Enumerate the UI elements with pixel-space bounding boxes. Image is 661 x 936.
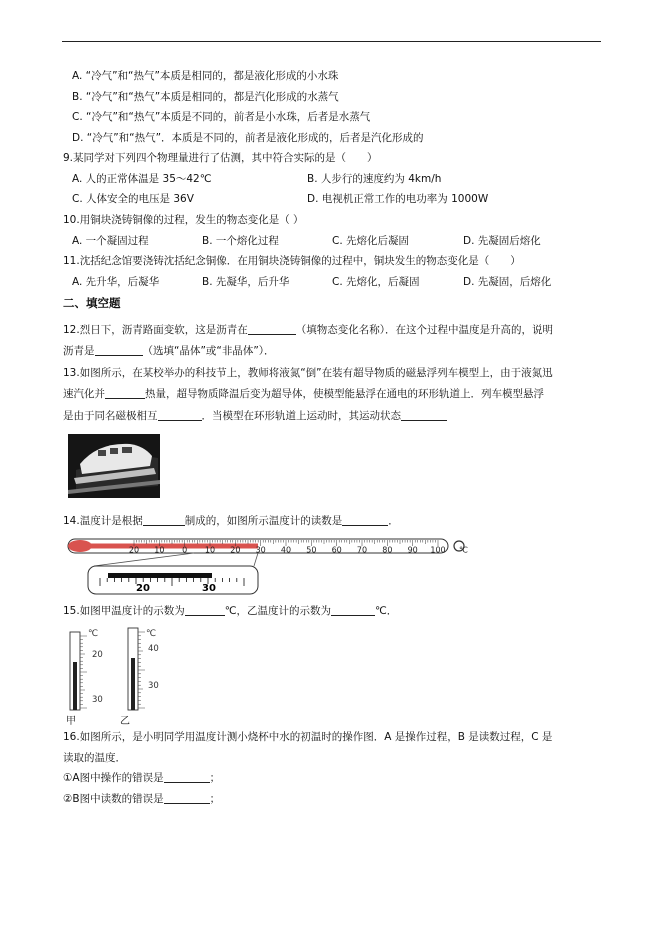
q16-blank-1[interactable] xyxy=(164,772,210,783)
q16-sub-2-text: ②B图中读数的错误是 xyxy=(63,793,164,805)
thermometer-jia xyxy=(66,629,103,727)
header-rule xyxy=(62,41,601,42)
q9-option-b: B. 人步行的速度约为 4km/h xyxy=(307,173,442,185)
q10-option-a: A. 一个凝固过程 xyxy=(72,235,149,247)
jia-tick-marks xyxy=(80,636,87,708)
q12-line-2 xyxy=(63,344,275,358)
q13-text-2: 热量，超导物质降温后变为超导体，使模型能悬浮在通电的环形轨道上．列车模型悬浮 xyxy=(145,388,544,400)
magnified-label-30: 30 xyxy=(202,583,216,594)
q10-stem: 10.用铜块浇铸铜像的过程，发生的物态变化是（ ） xyxy=(63,214,304,226)
q13-blank-1[interactable] xyxy=(105,388,145,399)
q16-sub-1-text: ①A图中操作的错误是 xyxy=(63,772,164,784)
q14-line xyxy=(63,514,399,528)
q12-blank-1[interactable] xyxy=(248,324,296,335)
thermometer-tick-label: 10 xyxy=(154,545,165,555)
yi-label-30: 30 xyxy=(148,681,159,691)
q12-text-3: 沥青是 xyxy=(63,345,95,357)
q13-line-1: 13.如图所示，在某校举办的科技节上，教师将液氮“倒”在装有超导物质的磁悬浮列车模型上，由于液氮迅 xyxy=(63,367,553,379)
q13-blank-2[interactable] xyxy=(158,410,202,421)
thermometer-tick-label: 20 xyxy=(230,545,241,555)
jia-unit: ℃ xyxy=(88,629,99,639)
thermometer-tick-label: 30 xyxy=(255,545,266,555)
q13-text-1: 速汽化并 xyxy=(63,388,105,400)
q11-stem: 11.沈括纪念馆要浇铸沈括纪念铜像．在用铜块浇铸铜像的过程中，铜块发生的物态变化是（ ） xyxy=(63,255,521,267)
q15-blank-2[interactable] xyxy=(331,605,375,616)
q12-text-1: 12.烈日下，沥青路面变软，这是沥青在 xyxy=(63,324,248,336)
q9-option-d: D. 电视机正常工作的电功率为 1000W xyxy=(307,193,489,205)
q15-text-2: ℃，乙温度计的示数为 xyxy=(224,605,331,617)
thermometer-tick-label: 0 xyxy=(182,545,188,555)
q16-sub-1-end: ； xyxy=(209,772,221,784)
q10-option-c: C. 先熔化后凝固 xyxy=(332,235,410,247)
q14-text-1: 14.温度计是根据 xyxy=(63,515,143,527)
zoom-line-left xyxy=(94,553,194,566)
q15-text-3: ℃． xyxy=(375,605,398,617)
q14-text-3: ． xyxy=(388,515,399,527)
q15-text-1: 15.如图甲温度计的示数为 xyxy=(63,605,185,617)
q9-option-c: C. 人体安全的电压是 36V xyxy=(72,193,194,205)
q8-option-b: B. “冷气”和“热气”本质是相同的，都是汽化形成的水蒸气 xyxy=(72,91,339,103)
q10-option-d: D. 先凝固后熔化 xyxy=(463,235,541,247)
q12-text-4: （选填“晶体”或“非晶体”）． xyxy=(142,345,275,357)
q8-option-a: A. “冷气”和“热气”本质是相同的，都是液化形成的小水珠 xyxy=(72,70,339,82)
zoom-line-right xyxy=(254,553,258,566)
magnified-scale xyxy=(88,566,258,594)
q13-text-4: ．当模型在环形轨道上运动时，其运动状态 xyxy=(201,410,401,422)
thermometer-tick-label: 10 xyxy=(204,545,216,555)
jia-caption: 甲 xyxy=(66,716,76,727)
yi-unit: ℃ xyxy=(146,629,157,639)
q11-option-a: A. 先升华，后凝华 xyxy=(72,276,160,288)
yi-tick-marks xyxy=(138,632,145,708)
train-model-illustration xyxy=(68,434,160,498)
thermometer-tick-label: 100 xyxy=(430,545,446,555)
q16-line-2: 读取的温度． xyxy=(63,752,126,764)
q14-blank-1[interactable] xyxy=(143,515,185,526)
yi-caption: 乙 xyxy=(120,716,130,727)
q12-line-1 xyxy=(63,323,553,337)
q11-option-b: B. 先凝华，后升华 xyxy=(202,276,290,288)
q10-option-b: B. 一个熔化过程 xyxy=(202,235,279,247)
q14-text-2: 制成的，如图所示温度计的读数是 xyxy=(184,515,343,527)
thermometer-tick-label: 80 xyxy=(382,545,393,555)
thermometer-tick-label: 60 xyxy=(331,545,342,555)
jia-liquid-column xyxy=(73,662,77,710)
q13-line-2 xyxy=(63,387,544,401)
thermometer-tick-label: 50 xyxy=(306,545,317,555)
q8-option-d: D. “冷气”和“热气”．本质是不同的，前者是液化形成的，后者是汽化形成的 xyxy=(72,132,424,144)
thermometer-body xyxy=(68,539,464,553)
q16-line-1: 16.如图所示，是小明同学用温度计测小烧杯中水的初温时的操作图．A 是操作过程，B 是读数过程，C 是 xyxy=(63,731,553,743)
q13-text-3: 是由于同名磁极相互 xyxy=(63,410,158,422)
thermometer-tick-label: 70 xyxy=(356,545,368,555)
q16-sub-2-end: ； xyxy=(209,793,221,805)
q16-blank-2[interactable] xyxy=(164,793,210,804)
horizontal-thermometer-figure xyxy=(66,534,470,598)
yi-label-40: 40 xyxy=(148,644,159,654)
thermometer-tick-label: 40 xyxy=(280,545,292,555)
thermometer-tick-label: ℃ xyxy=(458,545,468,555)
jia-label-30: 30 xyxy=(92,695,103,705)
magnified-label-20: 20 xyxy=(136,583,150,594)
q14-blank-2[interactable] xyxy=(342,515,388,526)
q9-option-a: A. 人的正常体温是 35～42℃ xyxy=(72,173,212,185)
q12-text-2: （填物态变化名称）．在这个过程中温度是升高的，说明 xyxy=(295,324,553,336)
thermometer-tick-label: 20 xyxy=(128,545,140,555)
maglev-train-photo xyxy=(68,434,160,498)
q12-blank-2[interactable] xyxy=(95,345,143,356)
q16-sub-1 xyxy=(63,771,220,785)
q8-option-c: C. “冷气”和“热气”本质是不同的，前者是小水珠，后者是水蒸气 xyxy=(72,111,371,123)
section-title-fill-in: 二、填空题 xyxy=(63,296,121,310)
q13-line-3 xyxy=(63,409,447,423)
thermometer-tick-label: 90 xyxy=(407,545,418,555)
yi-liquid-column xyxy=(131,658,135,710)
q15-line xyxy=(63,604,397,618)
jia-label-20: 20 xyxy=(92,650,103,660)
vertical-thermometers-figure xyxy=(62,624,172,728)
q13-blank-3[interactable] xyxy=(401,410,447,421)
q16-sub-2 xyxy=(63,792,220,806)
thermometer-yi xyxy=(120,628,159,727)
q11-option-d: D. 先凝固，后熔化 xyxy=(463,276,552,288)
magnified-mercury xyxy=(108,573,212,578)
q9-stem: 9.某同学对下列四个物理量进行了估测，其中符合实际的是（ ） xyxy=(63,152,378,164)
q11-option-c: C. 先熔化，后凝固 xyxy=(332,276,420,288)
q15-blank-1[interactable] xyxy=(185,605,225,616)
